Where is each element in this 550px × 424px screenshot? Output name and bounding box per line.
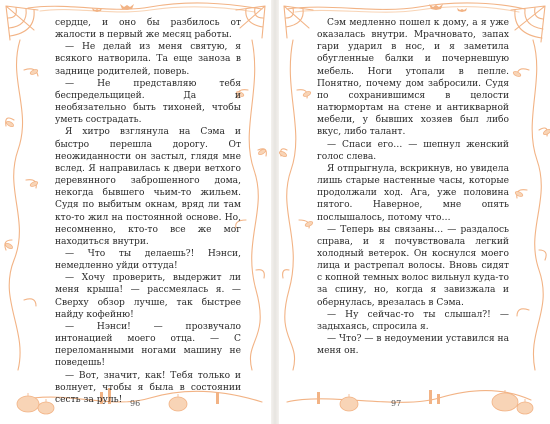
paragraph: — Что? — в недоумении уставился на меня он. [317, 334, 509, 357]
page-number-right: 97 [391, 399, 402, 408]
page-number-left: 96 [130, 399, 141, 408]
paragraph: Сэм медленно пошел к дому, а я уже оказалась внутри. Мрачновато, запах гари ударил в нос, и я заметила обугленные балки и почерневшую мебель. Ноги утопали в пепле. Понятно, почему дом забросили. Судя по сохранившимся в целости натюрмортам на стене и антикварной мебели, у бывших хозяев был либо вкус, либо талант. [317, 18, 509, 138]
paragraph: сердце, и оно бы разбилось от жалости в первый же месяц работы. [55, 18, 241, 41]
paragraph: — Хочу проверить, выдержит ли меня крыша! — рассмеялась я. — Сверху обзор лучше, так быстрее найду кофейню! [55, 273, 241, 320]
right-page [279, 0, 550, 424]
paragraph: — Теперь вы связаны… — раздалось справа, и я почувствовала легкий холодный ветерок. Он коснулся моего лица и растрепал волосы. Вновь сидят с копной темных волос вильнул куда-то за спину, но, когда я завизжала и обернулась, врезалась в Сэма. [317, 224, 509, 308]
left-page [0, 0, 271, 424]
paragraph: Я отпрыгнула, вскрикнув, но увидела лишь старые настенные часы, которые продолжали ход. Ага, уже половина пятого. Наверное, мне опять послышалось, потому что… [317, 163, 509, 223]
paragraph: — Что ты делаешь?! Нэнси, немедленно уйди оттуда! [55, 248, 241, 272]
paragraph: — Спаси его… — шепнул женский голос слева. [317, 139, 509, 162]
left-page-text [55, 17, 241, 406]
paragraph: — Ну сейчас-то ты слышал?! — задыхаясь, спросила я. [317, 309, 509, 332]
book-gutter [271, 0, 279, 424]
paragraph: — Нэнси! — прозвучало интонацией моего отца. — С переломанными ногами машину не поведешь! [55, 321, 241, 369]
paragraph: Я хитро взглянула на Сэма и быстро перешла дорогу. От неожиданности он застыл, глядя мне вслед. Я направилась к двери ветхого деревянного заброшенного дома, некогда бывшего чьим-то жильем. Судя по выбитым окнам, вряд ли там кто-то жил на постоянной основе. Но, несомненно, кто-то все же мог находиться внутри. [55, 127, 241, 247]
paragraph: — Вот, значит, как! Тебя только и волнует, чтобы я была в состоянии сесть за руль! [55, 370, 241, 405]
paragraph: — Не делай из меня святую, я всякого натворила. Та еще заноза в заднице родителей, поверь. [55, 42, 241, 77]
right-page-text [317, 17, 509, 357]
paragraph: — Не представляю тебя беспредельщицей. Да и необязательно быть тихоней, чтобы уметь сострадать. [55, 78, 241, 126]
